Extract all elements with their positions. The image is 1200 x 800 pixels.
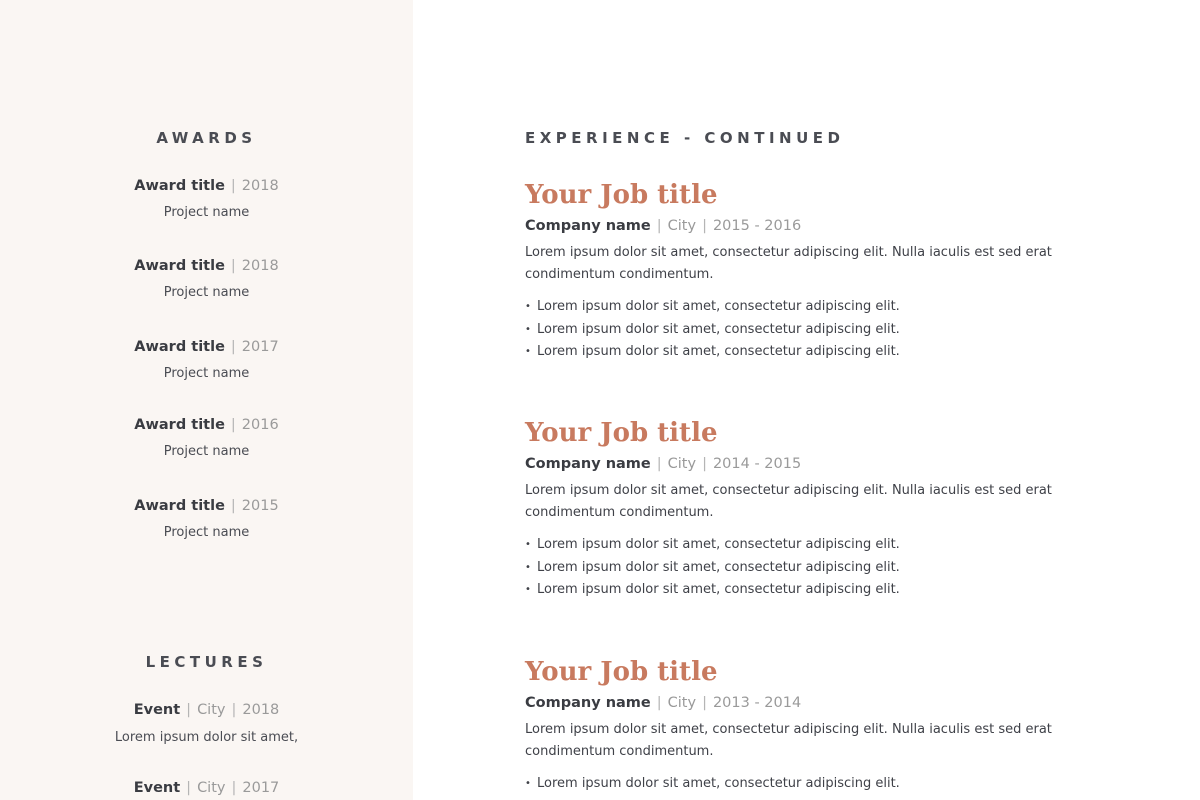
award-project: Project name — [163, 366, 250, 381]
job-entry: Your Job title Company name | City | 2015 - 2016 Lorem ipsum dolor sit amet, consectetur adipiscing elit. Nulla iaculis est sed erat condimentum condimentum. • Lorem ipsum dolor sit amet, consectetur adipiscing elit. • Lorem ipsum dolor sit amet, consectetur adipiscing elit. • Lorem ipsum dolor sit amet, consectetur adipiscing elit. — [525, 180, 1085, 364]
job-dates: 2015 - 2016 — [712, 218, 802, 234]
job-bullets — [525, 773, 1085, 796]
company-name: Company name — [525, 218, 651, 234]
job-entry: Your Job title Company name | City | 2014 - 2015 Lorem ipsum dolor sit amet, consectetur adipiscing elit. Nulla iaculis est sed erat condimentum condimentum. • Lorem ipsum dolor sit amet, consectetur adipiscing elit. • Lorem ipsum dolor sit amet, consectetur adipiscing elit. • Lorem ipsum dolor sit amet, consectetur adipiscing elit. — [525, 418, 1085, 602]
award-project: Project name — [163, 444, 250, 459]
award-title: Award title — [134, 417, 225, 433]
job-city: City — [667, 456, 697, 472]
job-description: Lorem ipsum dolor sit amet, consectetur adipiscing elit. Nulla iaculis est sed erat condimentum condimentum. — [525, 245, 1052, 282]
award-entry: Award title | 2015 Project name — [0, 496, 413, 542]
job-city: City — [667, 218, 697, 234]
award-entry: Award title | 2017 Project name — [0, 337, 413, 383]
award-year: 2018 — [241, 178, 279, 194]
bullet-item: • Lorem ipsum dolor sit amet, consectetur adipiscing elit. — [525, 534, 1085, 557]
lecture-entry: Event | City | 2018 Lorem ipsum dolor sit amet, — [0, 700, 413, 747]
job-bullets — [525, 534, 1085, 602]
lecture-year: 2017 — [242, 780, 280, 796]
job-dates: 2013 - 2014 — [712, 695, 802, 711]
sidebar — [0, 0, 413, 800]
award-title: Award title — [134, 258, 225, 274]
bullet-item: • Lorem ipsum dolor sit amet, consectetur adipiscing elit. — [525, 773, 1085, 796]
job-description: Lorem ipsum dolor sit amet, consectetur adipiscing elit. Nulla iaculis est sed erat condimentum condimentum. — [525, 483, 1052, 520]
company-name: Company name — [525, 456, 651, 472]
awards-heading: AWARDS — [156, 129, 257, 147]
award-title: Award title — [134, 339, 225, 355]
bullet-item: • Lorem ipsum dolor sit amet, consectetur adipiscing elit. — [525, 341, 1085, 364]
award-project: Project name — [163, 285, 250, 300]
award-year: 2018 — [241, 258, 279, 274]
bullet-item: • Lorem ipsum dolor sit amet, consectetur adipiscing elit. — [525, 319, 1085, 342]
award-entry: Award title | 2018 Project name — [0, 176, 413, 222]
lecture-event: Event — [133, 780, 181, 796]
award-year: 2015 — [241, 498, 279, 514]
lectures-heading: LECTURES — [145, 653, 268, 671]
lecture-city: City — [197, 702, 226, 718]
award-project: Project name — [163, 525, 250, 540]
lecture-year: 2018 — [242, 702, 280, 718]
bullet-item: • Lorem ipsum dolor sit amet, consectetur adipiscing elit. — [525, 579, 1085, 602]
job-dates: 2014 - 2015 — [712, 456, 802, 472]
award-title: Award title — [134, 498, 225, 514]
award-project: Project name — [163, 205, 250, 220]
job-description: Lorem ipsum dolor sit amet, consectetur adipiscing elit. Nulla iaculis est sed erat condimentum condimentum. — [525, 722, 1052, 759]
job-entry: Your Job title Company name | City | 2013 - 2014 Lorem ipsum dolor sit amet, consectetur adipiscing elit. Nulla iaculis est sed erat condimentum condimentum. • Lorem ipsum dolor sit amet, consectetur adipiscing elit. — [525, 657, 1085, 796]
award-year: 2017 — [241, 339, 279, 355]
lecture-city: City — [197, 780, 226, 796]
job-title: Your Job title — [525, 180, 718, 210]
award-year: 2016 — [241, 417, 279, 433]
job-title: Your Job title — [525, 657, 718, 687]
lecture-entry: Event | City | 2017 — [133, 780, 280, 796]
job-bullets — [525, 296, 1085, 364]
main-content — [413, 0, 1200, 800]
lecture-event: Event — [133, 702, 181, 718]
job-city: City — [667, 695, 697, 711]
experience-heading: EXPERIENCE - CONTINUED — [525, 129, 845, 147]
award-entry: Award title | 2018 Project name — [0, 256, 413, 302]
lecture-desc: Lorem ipsum dolor sit amet, — [114, 730, 299, 745]
company-name: Company name — [525, 695, 651, 711]
award-entry: Award title | 2016 Project name — [0, 415, 413, 461]
award-title: Award title — [134, 178, 225, 194]
bullet-item: • Lorem ipsum dolor sit amet, consectetur adipiscing elit. — [525, 557, 1085, 580]
bullet-item: • Lorem ipsum dolor sit amet, consectetur adipiscing elit. — [525, 296, 1085, 319]
job-title: Your Job title — [525, 418, 718, 448]
